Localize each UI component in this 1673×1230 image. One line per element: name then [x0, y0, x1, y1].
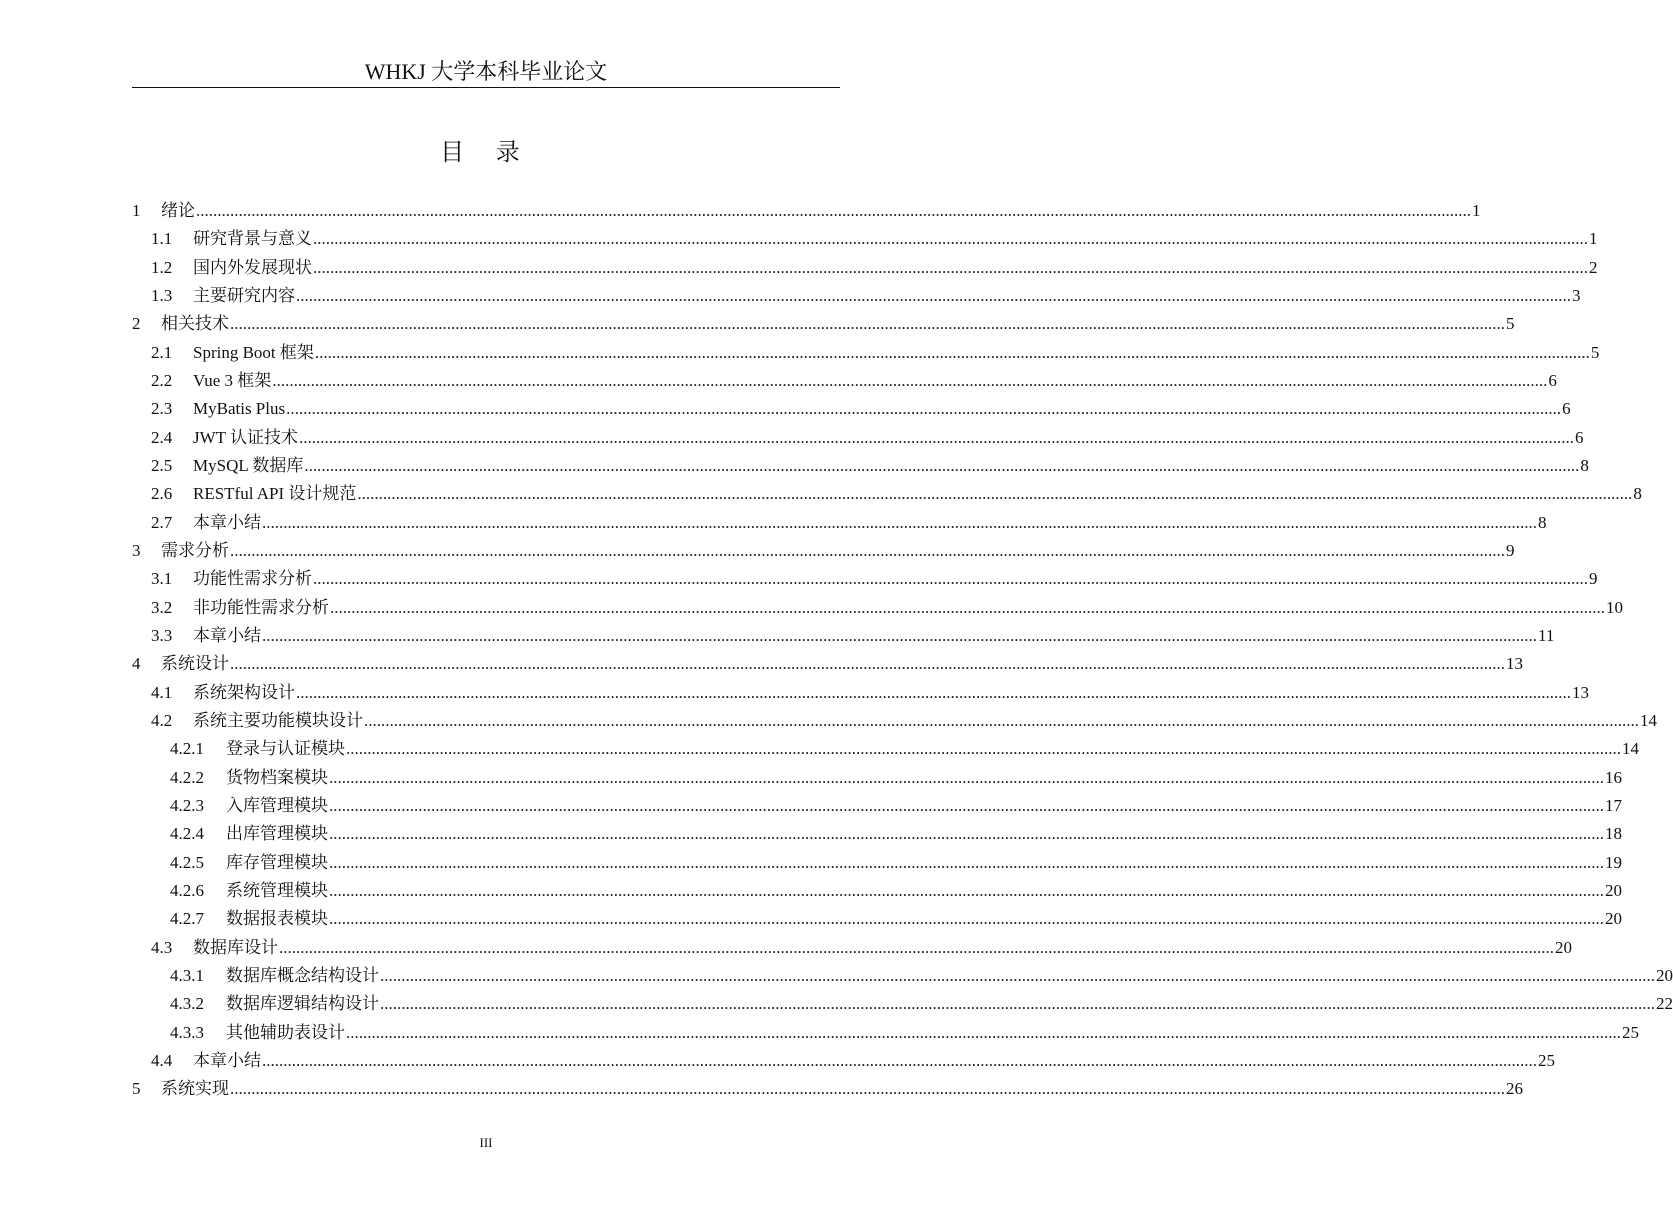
toc-entry-title: MyBatis Plus: [193, 399, 286, 419]
toc-entry[interactable]: [132, 367, 1557, 395]
toc-entry-title: 研究背景与意义: [193, 229, 312, 249]
toc-entry[interactable]: [132, 1047, 1555, 1075]
toc-entry-title: RESTful API 设计规范: [193, 484, 357, 504]
toc-entry-number: 3.3: [151, 625, 173, 645]
toc-dot-leader: ............................................................................................................................................................................................................................................................................................................: [314, 342, 1590, 362]
toc-dot-leader: ............................................................................................................................................................................................................................................................................................................: [196, 201, 1471, 220]
toc-entry-title: 登录与认证模块: [226, 739, 345, 759]
toc-entry-number: 1.2: [151, 257, 173, 277]
toc-dot-leader: ............................................................................................................................................................................................................................................................................................................: [279, 937, 1554, 957]
toc-entry[interactable]: [132, 197, 1481, 225]
toc-entry-number: 1.1: [151, 229, 173, 249]
toc-entry-number: 2.2: [151, 370, 173, 390]
toc-entry-number: 4.3: [151, 937, 173, 957]
toc-entry-page: 13: [1506, 654, 1523, 674]
toc-dot-leader: ............................................................................................................................................................................................................................................................................................................: [329, 852, 1604, 872]
toc-entry-page: 18: [1605, 824, 1622, 844]
toc-entry-page: 2: [1589, 257, 1598, 277]
toc-entry-page: 6: [1548, 370, 1557, 390]
page-number: III: [479, 1135, 493, 1150]
toc-entry-title: 系统架构设计: [193, 682, 295, 702]
toc-entry[interactable]: [132, 395, 1571, 423]
toc-entry-page: 20: [1555, 937, 1572, 957]
toc-entry-page: 11: [1538, 625, 1555, 645]
toc-entry-page: 10: [1606, 597, 1623, 617]
toc-entry[interactable]: [132, 934, 1572, 962]
toc-entry-number: 2.6: [151, 484, 173, 504]
toc-entry-number: 4.2: [151, 710, 173, 730]
toc-entry-page: 6: [1575, 427, 1584, 447]
toc-entry[interactable]: [132, 820, 1622, 848]
toc-entry-page: 8: [1538, 512, 1547, 532]
toc-entry[interactable]: [132, 764, 1622, 792]
toc-entry[interactable]: [132, 480, 1642, 508]
toc-dot-leader: ............................................................................................................................................................................................................................................................................................................: [230, 654, 1505, 674]
toc-dot-leader: ............................................................................................................................................................................................................................................................................................................: [329, 880, 1604, 900]
toc-dot-leader: ............................................................................................................................................................................................................................................................................................................: [286, 399, 1562, 419]
toc-entry-title: 出库管理模块: [226, 824, 328, 844]
toc-entry-number: 4.2.7: [170, 909, 204, 929]
toc-entry[interactable]: [132, 849, 1622, 877]
toc-dot-leader: ............................................................................................................................................................................................................................................................................................................: [364, 710, 1639, 730]
toc-entry[interactable]: [132, 282, 1581, 310]
toc-dot-leader: ............................................................................................................................................................................................................................................................................................................: [330, 597, 1605, 617]
toc-entry[interactable]: [132, 254, 1598, 282]
toc-entry-page: 22: [1656, 994, 1673, 1014]
toc-entry-number: 4.3.1: [170, 965, 204, 985]
toc-entry-title: MySQL 数据库: [193, 455, 304, 475]
toc-entry-page: 26: [1506, 1079, 1523, 1099]
toc-entry[interactable]: [132, 565, 1598, 593]
toc-entry-title: Vue 3 框架: [193, 370, 272, 390]
toc-entry-number: 4.4: [151, 1050, 173, 1070]
toc-entry[interactable]: [132, 1019, 1639, 1047]
toc-entry-title: 功能性需求分析: [193, 569, 312, 589]
toc-entry-title: 需求分析: [161, 540, 229, 560]
page-header-title: WHKJ 大学本科毕业论文: [364, 59, 608, 84]
toc-entry[interactable]: [132, 225, 1598, 253]
toc-dot-leader: ............................................................................................................................................................................................................................................................................................................: [296, 285, 1571, 305]
toc-dot-leader: ............................................................................................................................................................................................................................................................................................................: [346, 1022, 1621, 1042]
toc-entry-number: 2.3: [151, 399, 173, 419]
toc-entry-page: 14: [1640, 710, 1657, 730]
toc-entry[interactable]: [132, 792, 1622, 820]
toc-dot-leader: ............................................................................................................................................................................................................................................................................................................: [313, 257, 1588, 277]
toc-entry-number: 4.2.3: [170, 795, 204, 815]
toc-entry-number: 1.3: [151, 285, 173, 305]
toc-entry-title: 入库管理模块: [226, 795, 328, 815]
toc-dot-leader: ............................................................................................................................................................................................................................................................................................................: [230, 540, 1505, 560]
toc-entry-page: 25: [1622, 1022, 1639, 1042]
toc-entry-title: 本章小结: [193, 1050, 261, 1070]
toc-title: 目 录: [440, 138, 532, 166]
toc-entry-title: 数据库概念结构设计: [226, 965, 379, 985]
toc-entry-title: 绪论: [161, 201, 195, 220]
toc-entry[interactable]: [132, 707, 1657, 735]
toc-entry[interactable]: [132, 509, 1547, 537]
toc-entry-number: 4.2.1: [170, 739, 204, 759]
toc-entry-page: 16: [1605, 767, 1622, 787]
toc-entry-title: 主要研究内容: [193, 285, 295, 305]
toc-entry-number: 2.1: [151, 342, 173, 362]
toc-dot-leader: ............................................................................................................................................................................................................................................................................................................: [296, 682, 1571, 702]
toc-entry-page: 17: [1605, 795, 1622, 815]
toc-entry-number: 5: [132, 1079, 141, 1099]
toc-entry-number: 2.5: [151, 455, 173, 475]
toc-entry-number: 2.7: [151, 512, 173, 532]
toc-entry-page: 20: [1605, 909, 1622, 929]
toc-entry-title: 其他辅助表设计: [226, 1022, 345, 1042]
toc-dot-leader: ............................................................................................................................................................................................................................................................................................................: [272, 370, 1548, 390]
toc-entry[interactable]: [132, 424, 1584, 452]
toc-entry-number: 4.2.4: [170, 824, 204, 844]
toc-entry-number: 4.1: [151, 682, 173, 702]
toc-entry-page: 8: [1580, 455, 1589, 475]
toc-entry[interactable]: [132, 452, 1589, 480]
header-rule: [132, 87, 840, 88]
toc-entry-page: 5: [1506, 314, 1515, 334]
toc-entry-title: 系统管理模块: [226, 880, 328, 900]
toc-entry-title: 数据库逻辑结构设计: [226, 994, 379, 1014]
toc-dot-leader: ............................................................................................................................................................................................................................................................................................................: [346, 739, 1621, 759]
toc-entry-number: 3.2: [151, 597, 173, 617]
toc-entry[interactable]: [132, 905, 1622, 933]
toc-dot-leader: ............................................................................................................................................................................................................................................................................................................: [329, 795, 1604, 815]
toc-entry-page: 13: [1572, 682, 1589, 702]
toc-entry-number: 2.4: [151, 427, 173, 447]
toc-entry-number: 4.2.2: [170, 767, 204, 787]
toc-dot-leader: ............................................................................................................................................................................................................................................................................................................: [313, 569, 1588, 589]
toc-entry-number: 3: [132, 540, 141, 560]
toc-entry-title: 数据库设计: [193, 937, 278, 957]
toc-dot-leader: ............................................................................................................................................................................................................................................................................................................: [357, 484, 1633, 504]
toc-entry-page: 1: [1589, 229, 1598, 249]
toc-entry-number: 4.3.3: [170, 1022, 204, 1042]
toc-entry-title: 数据报表模块: [226, 909, 328, 929]
toc-entry[interactable]: [132, 990, 1673, 1018]
toc-entry[interactable]: [132, 310, 1515, 338]
toc-entry-title: Spring Boot 框架: [193, 342, 314, 362]
toc-entry-number: 4.2.5: [170, 852, 204, 872]
toc-entry-number: 4.2.6: [170, 880, 204, 900]
toc-entry-title: 相关技术: [161, 314, 229, 334]
toc-dot-leader: ............................................................................................................................................................................................................................................................................................................: [329, 824, 1604, 844]
toc-entry[interactable]: [132, 622, 1555, 650]
toc-entry[interactable]: [132, 594, 1623, 622]
toc-dot-leader: ............................................................................................................................................................................................................................................................................................................: [313, 229, 1588, 249]
toc-entry-page: 6: [1562, 399, 1571, 419]
toc-entry[interactable]: [132, 962, 1673, 990]
toc-entry-page: 1: [1472, 201, 1481, 220]
toc-entry-title: 本章小结: [193, 512, 261, 532]
toc-dot-leader: ............................................................................................................................................................................................................................................................................................................: [304, 455, 1580, 475]
toc-entry-page: 25: [1538, 1050, 1555, 1070]
toc-dot-leader: ............................................................................................................................................................................................................................................................................................................: [230, 1079, 1505, 1099]
toc-entry-page: 20: [1605, 880, 1622, 900]
toc-entry-page: 9: [1506, 540, 1515, 560]
toc-entry[interactable]: [132, 537, 1515, 565]
toc-dot-leader: ............................................................................................................................................................................................................................................................................................................: [262, 625, 1537, 645]
toc-entry[interactable]: [132, 339, 1600, 367]
toc-dot-leader: ............................................................................................................................................................................................................................................................................................................: [299, 427, 1574, 447]
toc-entry-title: JWT 认证技术: [193, 427, 298, 447]
toc-entry-title: 库存管理模块: [226, 852, 328, 872]
toc-entry[interactable]: [132, 877, 1622, 905]
toc-entry-page: 5: [1590, 342, 1600, 362]
toc-dot-leader: ............................................................................................................................................................................................................................................................................................................: [230, 314, 1505, 334]
toc-entry-title: 非功能性需求分析: [193, 597, 329, 617]
toc-entry-number: 2: [132, 314, 141, 334]
toc-dot-leader: ............................................................................................................................................................................................................................................................................................................: [329, 909, 1604, 929]
toc-dot-leader: ............................................................................................................................................................................................................................................................................................................: [380, 994, 1655, 1014]
toc-entry-title: 系统主要功能模块设计: [193, 710, 363, 730]
toc-entry[interactable]: [132, 650, 1523, 678]
toc-entry-number: 4: [132, 654, 141, 674]
toc-entry-title: 货物档案模块: [226, 767, 328, 787]
toc-entry-page: 9: [1589, 569, 1598, 589]
toc-entry-page: 19: [1605, 852, 1622, 872]
toc-entry[interactable]: [132, 679, 1589, 707]
toc-dot-leader: ............................................................................................................................................................................................................................................................................................................: [262, 512, 1537, 532]
toc-entry-title: 本章小结: [193, 625, 261, 645]
toc-dot-leader: ............................................................................................................................................................................................................................................................................................................: [329, 767, 1604, 787]
toc-dot-leader: ............................................................................................................................................................................................................................................................................................................: [380, 965, 1655, 985]
toc-entry[interactable]: [132, 1075, 1523, 1103]
toc-entry-page: 14: [1622, 739, 1639, 759]
toc-dot-leader: ............................................................................................................................................................................................................................................................................................................: [262, 1050, 1537, 1070]
toc-entry-title: 系统实现: [161, 1079, 229, 1099]
toc-entry-title: 系统设计: [161, 654, 229, 674]
toc-entry-page: 20: [1656, 965, 1673, 985]
toc-entry-number: 3.1: [151, 569, 173, 589]
toc-entry-page: 3: [1572, 285, 1581, 305]
table-of-contents: [132, 197, 1673, 1104]
toc-entry[interactable]: [132, 735, 1639, 763]
toc-entry-page: 8: [1633, 484, 1642, 504]
toc-entry-title: 国内外发展现状: [193, 257, 312, 277]
toc-entry-number: 4.3.2: [170, 994, 204, 1014]
toc-entry-number: 1: [132, 201, 141, 220]
